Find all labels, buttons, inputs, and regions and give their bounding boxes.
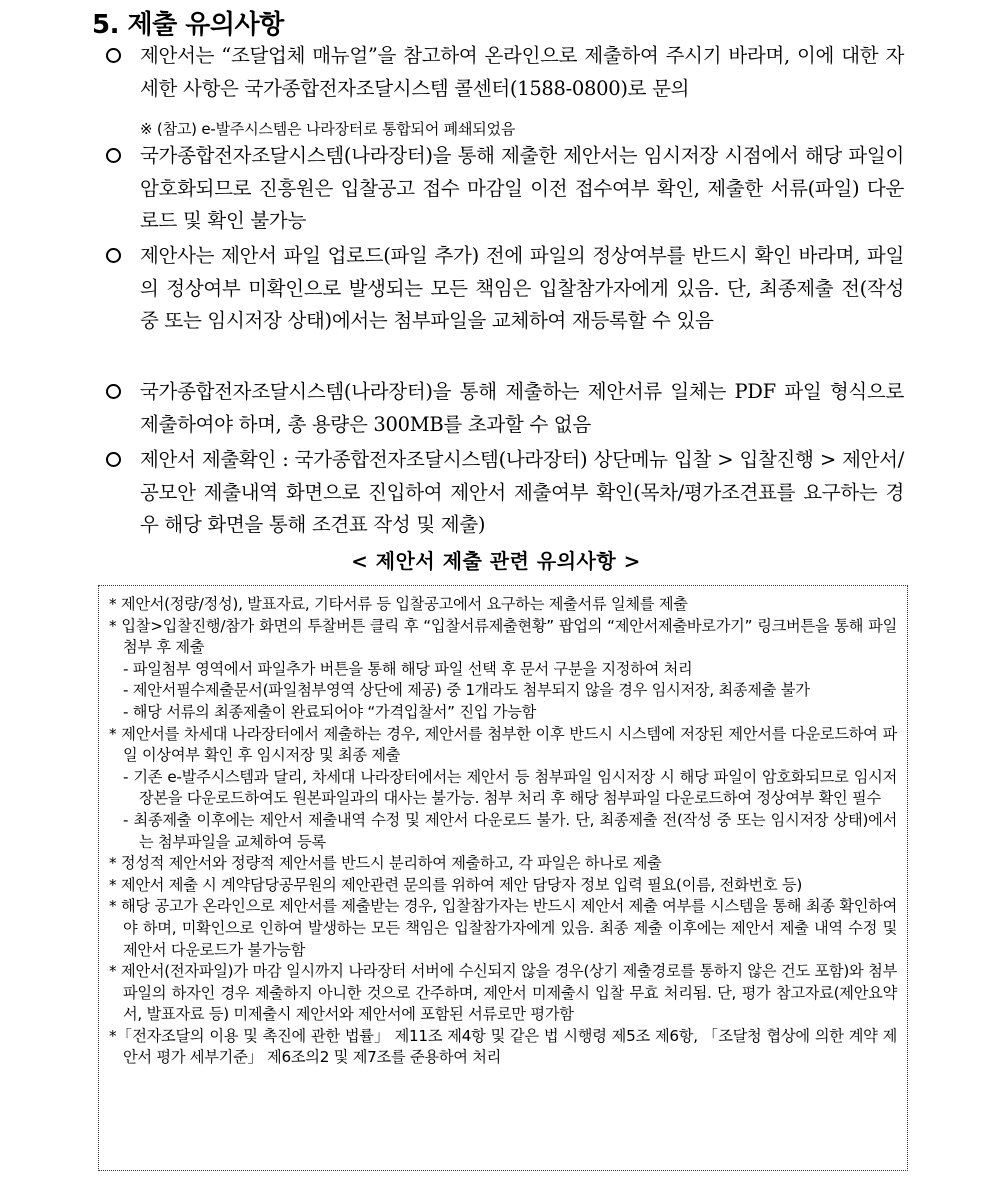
box-line: * 제안서 제출 시 계약담당공무원의 제안관련 문의를 위하여 제안 담당자 정보 입력 필요(이름, 전화번호 등) <box>109 875 803 894</box>
circle-bullet-icon <box>106 384 121 399</box>
precautions-box <box>98 585 908 1171</box>
bullet-text: 제안사는 제안서 파일 업로드(파일 추가) 전에 파일의 정상여부를 반드시 확인 바라며, 파일의 정상여부 미확인으로 발생되는 모든 책임은 입찰참가자에게 있음. 단, 최종제출 전(작성 중 또는 임시저장 상태)에서는 첨부파일을 교체하여 재등록할 수 있음 <box>140 244 904 332</box>
bullet-item-4 <box>104 376 904 441</box>
box-line: *「전자조달의 이용 및 촉진에 관한 법률」 제11조 제4항 및 같은 법 시행령 제5조 제6항, 「조달청 협상에 의한 계약 제안서 평가 세부기준」 제6조의2 및 제7조를 준용하여 처리 <box>109 1026 897 1067</box>
box-line: - 파일첨부 영역에서 파일추가 버튼을 통해 해당 파일 선택 후 문서 구분을 지정하여 처리 <box>123 659 693 678</box>
bullet-text: 제안서 제출확인 : 국가종합전자조달시스템(나라장터) 상단메뉴 입찰 > 입찰진행 > 제안서/공모안 제출내역 화면으로 진입하여 제안서 제출여부 확인(목차/평가조견표를 요구하는 경우 해당 화면을 통해 조견표 작성 및 제출) <box>140 448 904 536</box>
reference-note: ※ (참고) e-발주시스템은 나라장터로 통합되어 폐쇄되었음 <box>140 120 516 138</box>
box-line: * 해당 공고가 온라인으로 제안서를 제출받는 경우, 입찰참가자는 반드시 제안서 제출 여부를 시스템을 통해 최종 확인하여야 하며, 미확인으로 인하여 발생하는 모든 책임은 입찰참가자에게 있음. 최종 제출 이후에는 제안서 제출 내역 수정 및 제안서 다운로드가 불가능함 <box>109 897 897 959</box>
bullet-item-2 <box>104 140 904 238</box>
bullet-item-1 <box>104 40 904 105</box>
box-line: - 해당 서류의 최종제출이 완료되어야 “가격입찰서” 진입 가능함 <box>123 702 537 721</box>
box-line: - 제안서필수제출문서(파일첨부영역 상단에 제공) 중 1개라도 첨부되지 않을 경우 임시저장, 최종제출 불가 <box>123 681 810 700</box>
bullet-text: 국가종합전자조달시스템(나라장터)을 통해 제출한 제안서는 임시저장 시점에서 해당 파일이 암호화되므로 진흥원은 입찰공고 접수 마감일 이전 접수여부 확인, 제출한 서류(파일) 다운로드 및 확인 불가능 <box>140 144 904 232</box>
box-line: - 최종제출 이후에는 제안서 제출내역 수정 및 제안서 다운로드 불가. 단, 최종제출 전(작성 중 또는 임시저장 상태)에서는 첨부파일을 교체하여 등록 <box>123 810 897 851</box>
circle-bullet-icon <box>106 248 121 263</box>
box-line: * 정성적 제안서와 정량적 제안서를 반드시 분리하여 제출하고, 각 파일은 하나로 제출 <box>109 854 662 873</box>
bullet-item-5 <box>104 444 904 542</box>
circle-bullet-icon <box>106 148 121 163</box>
section-title: 5. 제출 유의사항 <box>92 10 284 40</box>
bullet-item-3 <box>104 240 904 338</box>
bullet-text: 국가종합전자조달시스템(나라장터)을 통해 제출하는 제안서류 일체는 PDF 파일 형식으로 제출하여야 하며, 총 용량은 300MB를 초과할 수 없음 <box>140 380 904 436</box>
box-line: - 기존 e-발주시스템과 달리, 차세대 나라장터에서는 제안서 등 첨부파일 임시저장 시 해당 파일이 암호화되므로 임시저장본을 다운로드하여도 원본파일과의 대사는 불가능. 첨부 처리 후 해당 첨부파일 다운로드하여 정상여부 확인 필수 <box>123 767 897 808</box>
box-line: * 제안서(전자파일)가 마감 일시까지 나라장터 서버에 수신되지 않을 경우(상기 제출경로를 통하지 않은 건도 포함)와 첨부파일의 하자인 경우 제출하지 아니한 것으로 간주하며, 제안서 미제출시 입찰 무효 처리됨. 단, 평가 참고자료(제안요약서, 발표자료 등) 미제출시 제안서와 제안서에 포함된 서류로만 평가함 <box>109 962 897 1024</box>
bullet-text: 제안서는 “조달업체 매뉴얼”을 참고하여 온라인으로 제출하여 주시기 바라며, 이에 대한 자세한 사항은 국가종합전자조달시스템 콜센터(1588-0800)로 문의 <box>140 44 904 100</box>
circle-bullet-icon <box>106 48 121 63</box>
box-title: < 제안서 제출 관련 유의사항 > <box>351 549 641 573</box>
box-line: * 제안서를 차세대 나라장터에서 제출하는 경우, 제안서를 첨부한 이후 반드시 시스템에 저장된 제안서를 다운로드하여 파일 이상여부 확인 후 임시저장 및 최종 제출 <box>109 724 897 765</box>
box-line: * 입찰>입찰진행/참가 화면의 투찰버튼 클릭 후 “입찰서류제출현황” 팝업의 “제안서제출바로가기” 링크버튼을 통해 파일 첨부 후 제출 <box>109 616 897 657</box>
box-line: * 제안서(정량/정성), 발표자료, 기타서류 등 입찰공고에서 요구하는 제출서류 일체를 제출 <box>109 595 688 613</box>
circle-bullet-icon <box>106 452 121 467</box>
